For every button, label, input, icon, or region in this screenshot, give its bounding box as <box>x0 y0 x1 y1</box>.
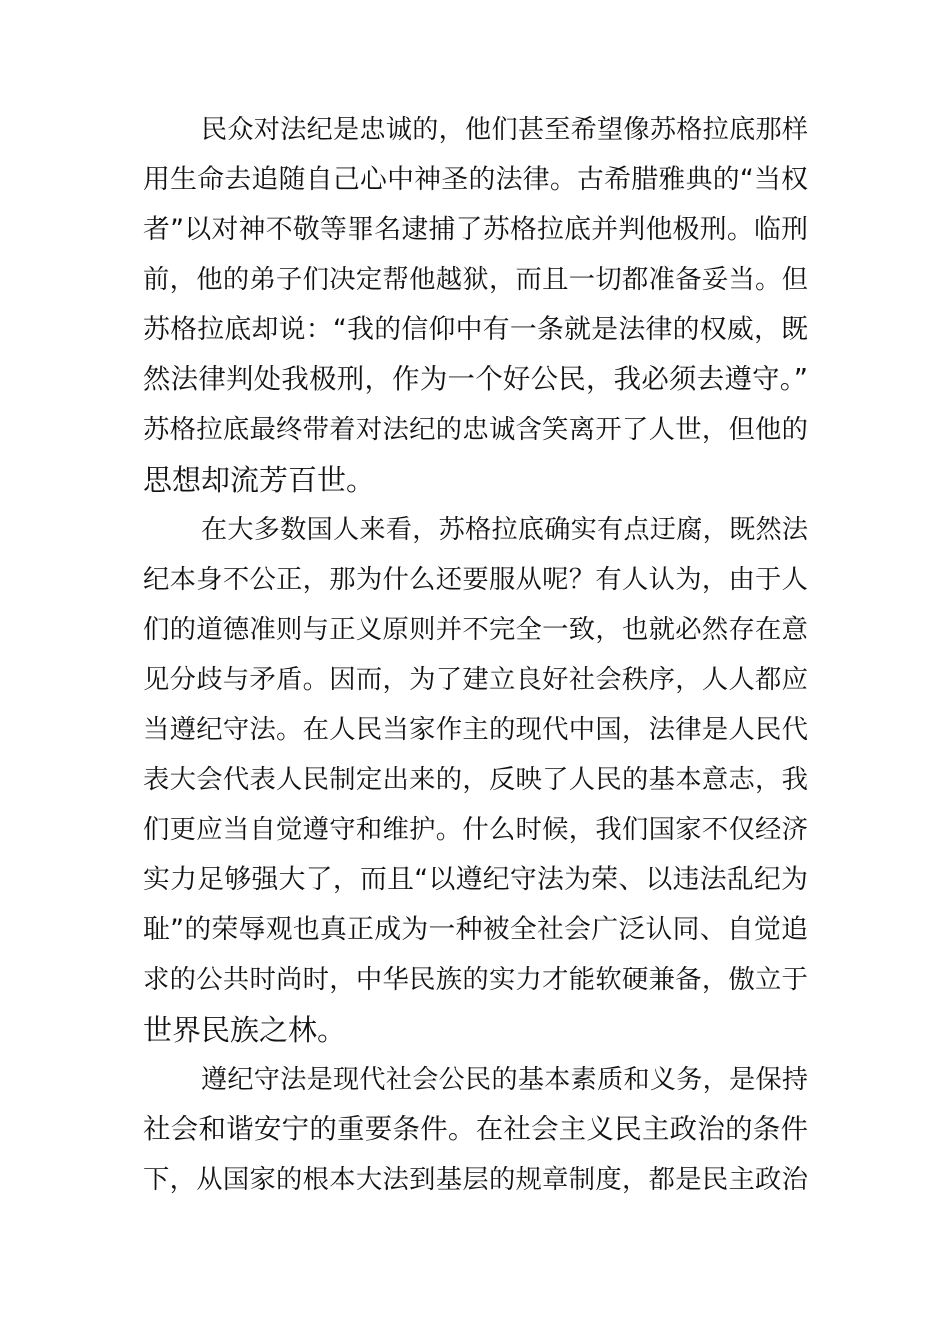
text-line: 社会和谐安宁的重要条件。在社会主义民主政治的条件 <box>143 1114 808 1145</box>
text-line: 民众对法纪是忠诚的，他们甚至希望像苏格拉底那样 <box>201 115 808 145</box>
paragraph-citizen-duty <box>143 1055 808 1205</box>
text-line: 者”以对神不敬等罪名逮捕了苏格拉底并判他极刑。临刑 <box>143 214 808 245</box>
text-line: 当遵纪守法。在人民当家作主的现代中国，法律是人民代 <box>143 715 808 745</box>
text-line: 苏格拉底却说：“我的信仰中有一条就是法律的权威，既 <box>143 314 808 345</box>
text-line: 在大多数国人来看，苏格拉底确实有点迂腐，既然法 <box>201 515 808 545</box>
text-line: 见分歧与矛盾。因而，为了建立良好社会秩序，人人都应 <box>143 665 808 695</box>
text-line: 然法律判处我极刑，作为一个好公民，我必须去遵守。” <box>143 364 808 395</box>
text-line: 耻”的荣辱观也真正成为一种被全社会广泛认同、自觉追 <box>143 914 808 945</box>
text-line: 世界民族之林。 <box>143 1013 347 1047</box>
text-line: 们的道德准则与正义原则并不完全一致，也就必然存在意 <box>143 615 808 645</box>
text-line: 苏格拉底最终带着对法纪的忠诚含笑离开了人世，但他的 <box>143 415 808 445</box>
text-line: 求的公共时尚时，中华民族的实力才能软硬兼备，傲立于 <box>143 965 808 995</box>
text-line: 下，从国家的根本大法到基层的规章制度，都是民主政治 <box>143 1165 808 1195</box>
text-line: 们更应当自觉遵守和维护。什么时候，我们国家不仅经济 <box>143 815 808 845</box>
text-line: 思想却流芳百世。 <box>143 463 376 497</box>
paragraph-socrates-loyalty <box>143 105 808 505</box>
text-line: 纪本身不公正，那为什么还要服从呢？有人认为，由于人 <box>143 565 808 595</box>
paragraph-obey-law <box>143 505 808 1055</box>
document-body <box>143 105 808 1205</box>
text-line: 用生命去追随自己心中神圣的法律。古希腊雅典的“当权 <box>143 164 808 195</box>
text-line: 实力足够强大了，而且“以遵纪守法为荣、以违法乱纪为 <box>143 864 808 895</box>
text-line: 表大会代表人民制定出来的，反映了人民的基本意志，我 <box>143 765 808 795</box>
text-line: 前，他的弟子们决定帮他越狱，而且一切都准备妥当。但 <box>143 265 808 295</box>
text-line: 遵纪守法是现代社会公民的基本素质和义务，是保持 <box>201 1065 808 1095</box>
